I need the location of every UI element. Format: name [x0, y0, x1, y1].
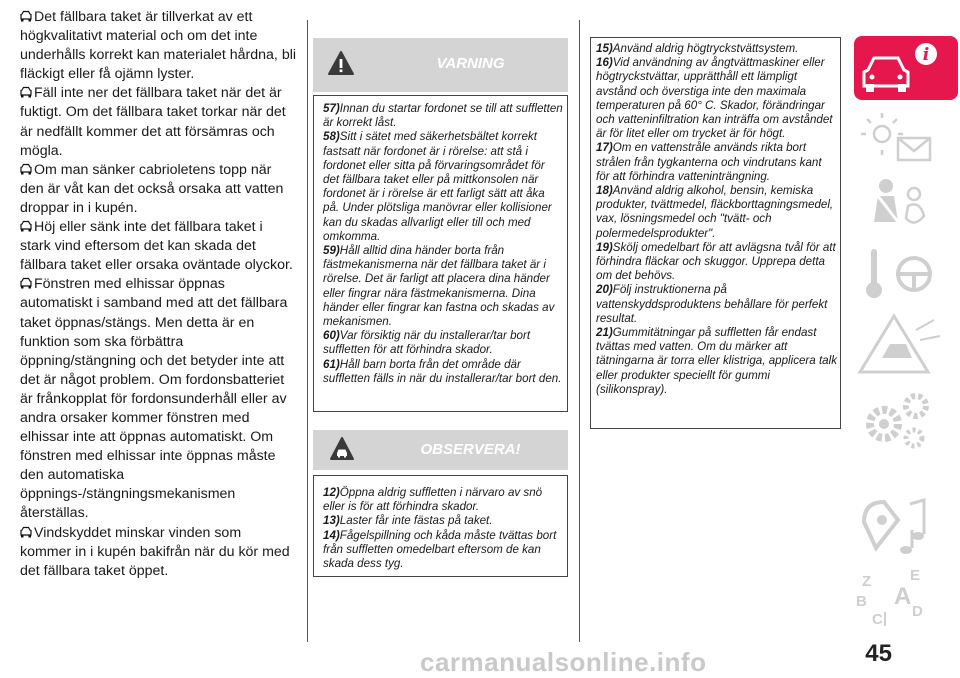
warning-title: VARNING	[436, 55, 505, 72]
paragraph: Vindskyddet minskar vinden som kommer in i kupén bakifrån när du kör med det fällbara taket öppet.	[20, 524, 290, 579]
notice-item: 12)Öppna aldrig suffletten i närvaro av snö eller is för att förhindra skador.	[323, 486, 543, 514]
svg-text:C: C	[872, 611, 883, 628]
svg-text:B: B	[856, 593, 867, 610]
car-bullet-icon	[20, 220, 32, 232]
warning-item: 58)Sitt i sätet med säkerhetsbältet korrekt fastsatt när fordonet är i rörelse: att stå i fordonet eller sitta på förvaringsområdet för det fällbara taket eller på mittkonsolen när fordonet är i rörelse är ett farligt sätt att åka på. Under plötsliga manövrar eller kollisioner kan du skadas allvarligt eller till och med omkomma.	[323, 130, 552, 243]
notice-item: 13)Laster får inte fästas på taket.	[323, 514, 493, 528]
paragraph: Fönstren med elhissar öppnas automatiskt i samband med att det fällbara taket öppnas/stängs. Men detta är en funktion som ska förbättra öppning/stängning och det betyder inte att det är något problem. Om fordonsbatteriet är frånkopplat för fordonsunderhåll eller av andra orsaker kommer fönstren med elhissar inte att öppnas automatiskt. Om fönstren med elhissar inte öppnas måste den automatiska öppnings-/stängningsmekanismen återställas.	[20, 276, 288, 522]
watermark: carmanualsonline.info	[420, 647, 707, 677]
svg-text:D: D	[912, 603, 923, 620]
note-item: 17)Om en vattenstråle används rikta bort strålen från tygkanterna och vindrutans kant för att förhindra vatteninträngning.	[596, 141, 822, 183]
svg-text:E: E	[910, 567, 921, 584]
lights-mail-icon[interactable]	[852, 108, 960, 168]
note-item: 16)Vid användning av ångtvättmaskiner eller högtryckstvättar, upprätthåll ett lämpligt avstånd och överstiga inte den maximala temperaturen på 60° C. Skador, förändringar och vatteninfiltration kan inträffa om avståndet är för litet eller om trycket är för högt.	[596, 56, 833, 141]
notice-item: 14)Fågelspillning och kåda måste tvättas bort från suffletten omedelbart eftersom de kan skada dess tyg.	[323, 528, 557, 571]
music-navigation-icon[interactable]	[852, 494, 960, 560]
note-item: 15)Använd aldrig högtryckstvättsystem.	[596, 42, 799, 55]
car-bullet-icon	[20, 10, 32, 22]
notice-text	[323, 486, 563, 571]
notes-box	[590, 37, 841, 429]
info-glyph: i	[922, 45, 930, 65]
note-item: 21)Gummitätningar på suffletten får endast tvättas med vatten. Om du märker att tätningarna är torra eller klistriga, applicera talk eller produkter speciellt för gummi (silikonspray).	[596, 326, 838, 396]
note-item: 20)Följ instruktionerna på vattenskyddsproduktens behållare för perfekt resultat.	[596, 283, 828, 325]
key-steering-icon[interactable]	[852, 244, 960, 304]
warning-header	[313, 38, 568, 92]
paragraph: Det fällbara taket är tillverkat av ett högkvalitativt material och om det inte underhålls korrekt kan materialet hårdna, bli fläckigt eller få ojämn lyster.	[20, 9, 297, 83]
car-bullet-icon	[20, 277, 32, 289]
note-item: 18)Använd aldrig alkohol, bensin, kemiska produkter, tvättmedel, fläckborttagningsmedel, vax, lösningsmedel och "tvätt- och polermedelsprodukter".	[596, 184, 834, 240]
notice-car-icon	[329, 436, 355, 462]
paragraph: Fäll inte ner det fällbara taket när det är fuktigt. Om det fällbara taket torkar när det är nedfällt kommer det att försämras och mögla.	[20, 85, 286, 159]
page-number: 45	[865, 640, 892, 667]
warning-box	[313, 95, 568, 412]
car-bullet-icon	[20, 526, 32, 538]
warning-item: 57)Innan du startar fordonet se till att suffletten är korrekt låst.	[323, 102, 563, 130]
warning-item: 60)Var försiktig när du installerar/tar bort suffletten för att förhindra skador.	[323, 329, 531, 357]
alphabet-index-icon[interactable]	[852, 566, 960, 628]
seatbelt-airbag-icon[interactable]	[852, 172, 960, 242]
column-divider	[307, 20, 308, 642]
warning-text	[323, 102, 563, 386]
main-text-column	[20, 8, 296, 581]
notice-header	[313, 430, 568, 470]
warning-item: 61)Håll barn borta från det område där suffletten fälls in när du installerar/tar bort den.	[323, 357, 562, 385]
notice-box	[313, 475, 568, 577]
warning-road-icon[interactable]	[852, 310, 960, 380]
notes-text	[596, 42, 838, 397]
notice-title: OBSERVERA!	[420, 441, 521, 458]
paragraph: Höj eller sänk inte det fällbara taket i stark vind eftersom det kan skada det fällbara taket eller orsaka oväntade olyckor.	[20, 219, 293, 274]
warning-triangle-icon	[327, 50, 355, 76]
note-item: 19)Skölj omedelbart för att avlägsna tvål för att förhindra fläckar och skuggor. Upprepa detta om det behövs.	[596, 240, 836, 283]
svg-text:Z: Z	[862, 573, 872, 590]
svg-text:A: A	[894, 583, 912, 610]
car-bullet-icon	[20, 86, 32, 98]
car-bullet-icon	[20, 163, 32, 175]
gears-icon[interactable]	[852, 384, 960, 454]
warning-item: 59)Håll alltid dina händer borta från fästmekanismerna när det fällbara taket är i rörelse. Det är farligt att placera dina händer eller fingrar nära fästmekanismerna. Dina händer eller fingrar kan fastna och skadas av mekanismen.	[323, 244, 555, 329]
column-divider	[579, 20, 580, 642]
car-info-icon[interactable]	[852, 36, 960, 100]
paragraph: Om man sänker cabrioletens topp när den är våt kan det också orsaka att vatten droppar in i kupén.	[20, 161, 284, 216]
